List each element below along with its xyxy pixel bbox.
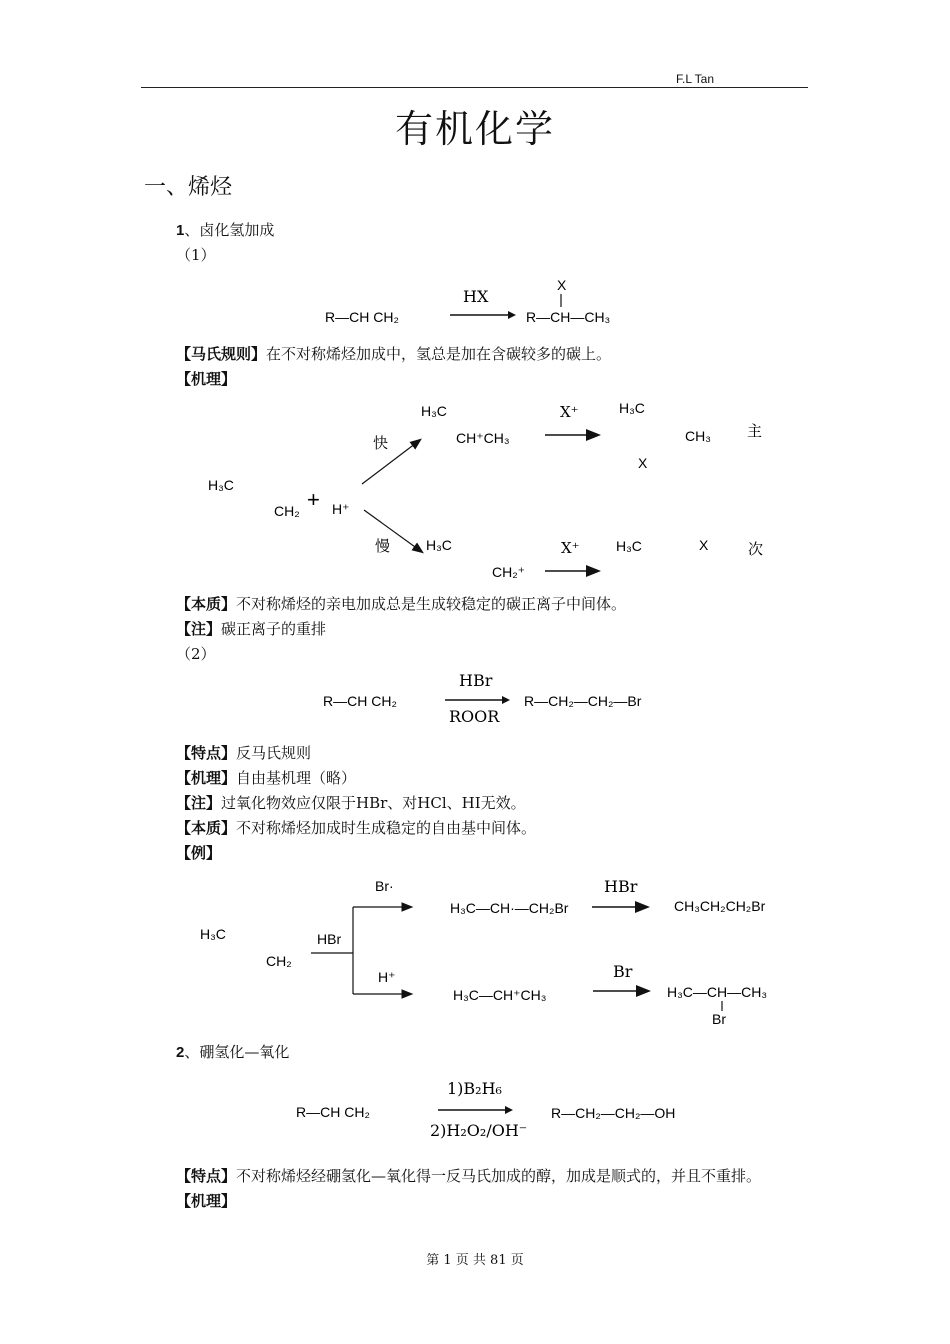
example-reagent: HBr <box>317 931 342 947</box>
example-upper-product: CH₃CH₂CH₂Br <box>674 898 766 914</box>
reaction-1-scheme <box>320 275 640 335</box>
mechanism-2 <box>176 767 356 788</box>
reaction-3-arrowhead <box>505 1106 513 1114</box>
lower-prod-h3c: H₃C <box>616 538 642 554</box>
upper-prod-ch3: CH₃ <box>685 428 711 444</box>
plus-sign: + <box>307 487 320 512</box>
example-upper-intermediate: H₃C—CH·—CH₂Br <box>450 900 569 916</box>
subsection-1-heading <box>176 219 274 240</box>
essence-1-tag: 【本质】 <box>176 595 237 613</box>
major-label: 主 <box>747 422 763 440</box>
minor-label: 次 <box>748 540 764 558</box>
feature-1-text: 反马氏规则 <box>236 744 312 762</box>
essence-1 <box>176 593 626 614</box>
essence-2 <box>176 817 536 838</box>
header-rule <box>141 87 808 88</box>
part-2-label: （2） <box>176 645 216 663</box>
slow-label: 慢 <box>375 537 391 555</box>
reaction-2-reagent-top: HBr <box>459 671 493 690</box>
subsection-2-title: 、硼氢化—氧化 <box>184 1043 290 1061</box>
markovnikov-rule-tag: 【马氏规则】 <box>176 345 267 363</box>
feature-1-tag: 【特点】 <box>176 744 237 762</box>
lower-inter-cation: CH₂⁺ <box>492 564 526 580</box>
subsection-2-heading <box>176 1041 289 1062</box>
reaction-3-scheme <box>293 1074 713 1148</box>
header-author: F.L Tan <box>676 72 715 86</box>
reaction-1-reagent: HX <box>463 287 489 306</box>
upper-inter-h3c: H₃C <box>421 403 447 419</box>
reaction-2-reactant: R—CH CH₂ <box>323 693 397 709</box>
example-lower-reagent: Br <box>613 962 633 981</box>
start-ch2: CH₂ <box>274 503 300 519</box>
example-scheme <box>195 870 795 1030</box>
feature-2-tag: 【特点】 <box>176 1167 237 1185</box>
feature-2-text: 不对称烯烃经硼氢化—氧化得一反马氏加成的醇，加成是顺式的，并且不重排。 <box>236 1167 762 1185</box>
reaction-1-reactant: R—CH CH₂ <box>325 309 399 325</box>
part-1-label: （1） <box>176 246 216 264</box>
mechanism-tag: 【机理】 <box>176 370 237 388</box>
feature-2 <box>176 1165 761 1186</box>
reaction-2-reagent-bottom: ROOR <box>449 707 500 726</box>
slow-arrow <box>364 510 422 552</box>
example-lower-branch-label: H⁺ <box>378 969 396 985</box>
essence-1-text: 不对称烯烃的亲电加成总是生成较稳定的碳正离子中间体。 <box>236 595 627 613</box>
reaction-2-scheme <box>320 668 680 730</box>
upper-reagent: X⁺ <box>560 403 579 421</box>
reaction-1-x-substituent: X <box>557 277 567 293</box>
mechanism-3-tag: 【机理】 <box>176 1192 237 1210</box>
upper-prod-x: X <box>638 455 648 471</box>
fast-arrow <box>362 440 420 484</box>
reaction-2-product: R—CH₂—CH₂—Br <box>524 693 642 709</box>
example-lower-product-br: Br <box>712 1011 726 1027</box>
note-1-tag: 【注】 <box>176 620 222 638</box>
reaction-3-reactant: R—CH CH₂ <box>296 1104 370 1120</box>
lower-prod-x: X <box>699 537 709 553</box>
markovnikov-rule <box>176 343 611 364</box>
example-upper-branch-label: Br· <box>375 878 394 894</box>
reaction-3-product: R—CH₂—CH₂—OH <box>551 1105 676 1121</box>
note-2-tag: 【注】 <box>176 794 222 812</box>
example-start-h3c: H₃C <box>200 926 226 942</box>
markovnikov-rule-text: 在不对称烯烃加成中，氢总是加在含碳较多的碳上。 <box>266 345 612 363</box>
essence-2-tag: 【本质】 <box>176 819 237 837</box>
lower-inter-h3c: H₃C <box>426 537 452 553</box>
page-title: 有机化学 <box>394 107 555 151</box>
fast-label: 快 <box>373 434 389 452</box>
page-number: 第 1 页 共 81 页 <box>426 1253 524 1268</box>
example-tag: 【例】 <box>176 844 222 862</box>
mechanism-2-tag: 【机理】 <box>176 769 237 787</box>
example-lower-product: H₃C—CH—CH₃ <box>667 984 768 1000</box>
upper-inter-cation: CH⁺CH₃ <box>456 430 510 446</box>
mechanism-2-text: 自由基机理（略） <box>236 769 357 787</box>
subsection-1-title: 、卤化氢加成 <box>184 221 275 239</box>
reaction-3-reagent-top: 1)B₂H₆ <box>447 1079 502 1098</box>
note-1 <box>176 618 326 639</box>
reaction-1-arrowhead <box>508 311 516 319</box>
note-1-text: 碳正离子的重排 <box>221 620 327 638</box>
example-lower-intermediate: H₃C—CH⁺CH₃ <box>453 987 547 1003</box>
note-2 <box>176 792 526 813</box>
mechanism-scheme <box>200 398 780 588</box>
note-2-text: 过氧化物效应仅限于HBr、对HCl、HI无效。 <box>221 794 526 812</box>
subsection-1-number: 1 <box>176 222 185 239</box>
upper-prod-h3c: H₃C <box>619 400 645 416</box>
section-heading: 一、烯烃 <box>144 175 233 200</box>
example-start-ch2: CH₂ <box>266 953 292 969</box>
essence-2-text: 不对称烯烃加成时生成稳定的自由基中间体。 <box>236 819 537 837</box>
subsection-2-number: 2 <box>176 1044 185 1061</box>
start-h3c: H₃C <box>208 477 234 493</box>
reaction-3-reagent-bottom: 2)H₂O₂/OH⁻ <box>430 1121 528 1140</box>
lower-reagent: X⁺ <box>561 539 580 557</box>
reaction-1-product: R—CH—CH₃ <box>526 309 611 325</box>
proton: H⁺ <box>332 501 350 517</box>
reaction-2-arrowhead <box>502 696 510 704</box>
feature-1 <box>176 742 311 763</box>
example-upper-reagent: HBr <box>604 877 638 896</box>
